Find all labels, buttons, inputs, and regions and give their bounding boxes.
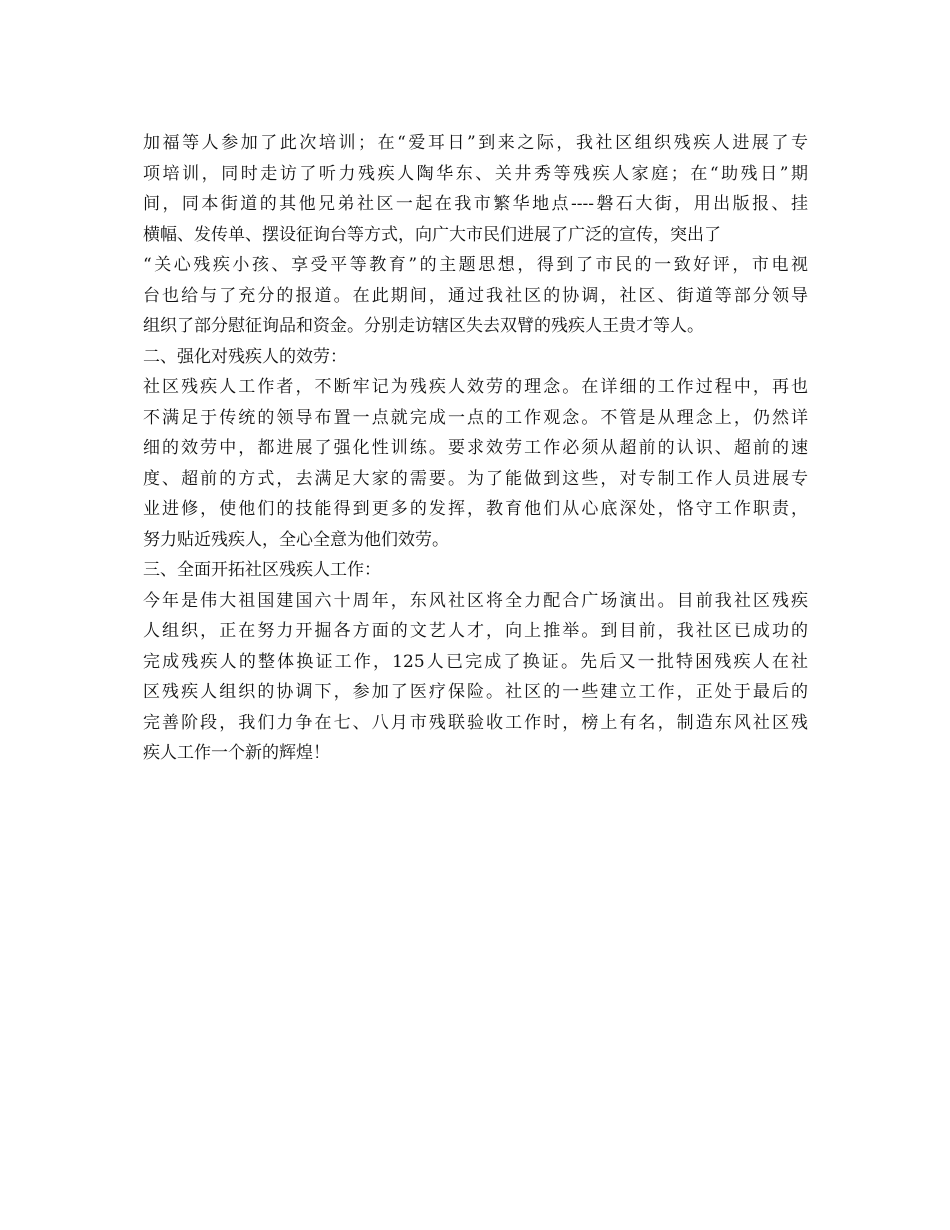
development-paragraph — [143, 586, 808, 769]
text-line: 间，同本街道的其他兄弟社区一起在我市繁华地点----磐石大街，用出版报、挂 — [143, 194, 808, 214]
intro-paragraph — [143, 128, 808, 342]
section-heading — [143, 342, 808, 373]
text-line: 组织了部分慰征询品和资金。分别走访辖区失去双臂的残疾人王贵才等人。 — [143, 316, 704, 336]
section-heading-text: 三、全面开拓社区残疾人工作： — [143, 560, 381, 580]
text-line: 台也给与了充分的报道。在此期间，通过我社区的协调，社区、街道等部分领导 — [143, 285, 808, 306]
text-line: 疾人工作一个新的辉煌！ — [143, 743, 330, 763]
text-line: 人组织，正在努力开掘各方面的文艺人才，向上推举。到目前，我社区已成功的 — [143, 621, 808, 641]
text-line: 横幅、发传单、摆设征询台等方式，向广大市民们进展了广泛的宣传，突出了 — [143, 224, 721, 245]
text-line: 不满足于传统的领导布置一点就完成一点的工作观念。不管是从理念上，仍然详 — [143, 407, 808, 428]
text-line: 完善阶段，我们力争在七、八月市残联验收工作时，榜上有名，制造东风社区残 — [143, 712, 808, 733]
text-line: 区残疾人组织的协调下，参加了医疗保险。社区的一些建立工作，正处于最后的 — [143, 682, 808, 702]
text-line: 今年是伟大祖国建国六十周年，东风社区将全力配合广场演出。目前我社区残疾 — [143, 590, 808, 611]
text-line: 社区残疾人工作者，不断牢记为残疾人效劳的理念。在详细的工作过程中，再也 — [143, 377, 808, 397]
text-line: 项培训，同时走访了听力残疾人陶华东、关井秀等残疾人家庭；在“助残日”期 — [143, 163, 808, 184]
section-heading — [143, 555, 808, 586]
text-line: “关心残疾小孩、享受平等教育”的主题思想，得到了市民的一致好评，市电视 — [143, 255, 808, 275]
text-line: 完成残疾人的整体换证工作，125人已完成了换证。先后又一批特困残疾人在社 — [143, 651, 808, 672]
section-heading-text: 二、强化对残疾人的效劳： — [143, 346, 347, 367]
text-line: 细的效劳中，都进展了强化性训练。要求效劳工作必须从超前的认识、超前的速 — [143, 438, 808, 458]
text-line: 业进修，使他们的技能得到更多的发挥，教育他们从心底深处，恪守工作职责， — [143, 499, 808, 519]
text-line: 加福等人参加了此次培训；在“爱耳日”到来之际，我社区组织残疾人进展了专 — [143, 133, 808, 153]
text-line: 努力贴近残疾人，全心全意为他们效劳。 — [143, 529, 449, 550]
service-paragraph — [143, 372, 808, 555]
document-page — [143, 128, 808, 769]
text-line: 度、超前的方式，去满足大家的需要。为了能做到这些，对专制工作人员进展专 — [143, 468, 808, 489]
